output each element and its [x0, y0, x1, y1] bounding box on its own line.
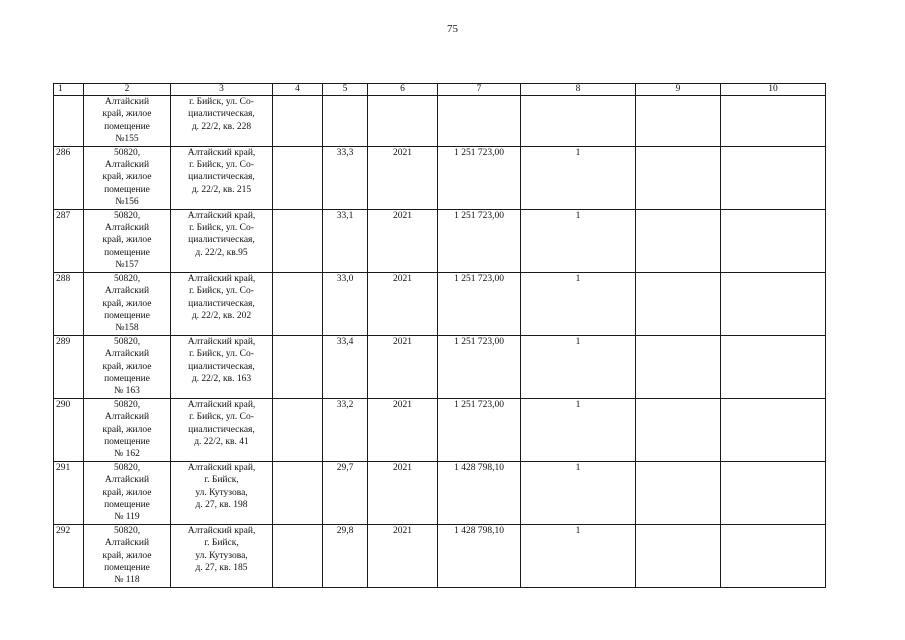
object-cell-line: №155	[115, 134, 139, 145]
object-cell-line: №157	[115, 260, 139, 271]
object-cell-line: Алтайский	[104, 538, 150, 549]
address-cell-line: ул. Кутузова,	[195, 487, 248, 498]
area-cell: 33,3	[323, 146, 368, 209]
column-header-2: 2	[84, 84, 171, 96]
address-cell-line: г. Бийск, ул. Со-	[189, 412, 254, 423]
address-cell-line: г. Бийск,	[204, 475, 239, 486]
object-cell-line: край, жилое	[102, 361, 152, 372]
address-cell-line: Алтайский край,	[187, 462, 256, 473]
address-cell-line: Алтайский край,	[187, 273, 256, 284]
column-4-cell	[273, 524, 323, 587]
row-number	[54, 96, 84, 147]
column-10-cell	[721, 461, 826, 524]
object-cell-line: 50820,	[113, 273, 141, 284]
object-cell-line: Алтайский	[104, 286, 150, 297]
object-cell-line: Алтайский	[104, 475, 150, 486]
registry-table	[53, 83, 826, 588]
cost-cell: 1 251 723,00	[438, 272, 521, 335]
address-cell-line: д. 22/2, кв. 163	[191, 373, 252, 384]
object-cell-line: помещение	[104, 310, 150, 321]
address-cell-line: д. 27, кв. 198	[195, 500, 248, 510]
area-cell	[323, 96, 368, 147]
object-cell-line: №156	[115, 197, 139, 208]
row-number: 288	[54, 272, 84, 335]
object-cell-line: 50820,	[113, 210, 141, 221]
column-9-cell	[636, 96, 721, 147]
object-cell-line: помещение	[104, 184, 150, 195]
column-header-9: 9	[636, 84, 721, 96]
column-4-cell	[273, 272, 323, 335]
table-row	[54, 335, 826, 398]
address-cell-line: циалистическая,	[188, 298, 255, 309]
column-header-4: 4	[273, 84, 323, 96]
column-header-10: 10	[721, 84, 826, 96]
column-4-cell	[273, 209, 323, 272]
area-cell: 33,2	[323, 398, 368, 461]
quantity-cell	[521, 96, 636, 147]
address-cell-line: циалистическая,	[188, 361, 255, 372]
area-cell: 29,8	[323, 524, 368, 587]
object-cell-line: помещение	[104, 563, 150, 574]
object-cell-line: 50820,	[113, 525, 141, 536]
header-row	[54, 84, 826, 96]
row-number: 290	[54, 398, 84, 461]
year-cell: 2021	[368, 146, 438, 209]
address-cell-line: циалистическая,	[188, 235, 255, 246]
object-cell-line: помещение	[104, 500, 150, 510]
column-4-cell	[273, 461, 323, 524]
object-cell	[84, 461, 171, 524]
address-cell-line: д. 27, кв. 185	[195, 563, 248, 574]
object-cell-line: №158	[115, 323, 139, 334]
quantity-cell: 1	[521, 146, 636, 209]
object-cell	[84, 524, 171, 587]
column-10-cell	[721, 398, 826, 461]
table-row	[54, 398, 826, 461]
address-cell-line: г. Бийск, ул. Со-	[189, 286, 254, 297]
address-cell-line: циалистическая,	[188, 109, 255, 120]
column-10-cell	[721, 209, 826, 272]
area-cell: 33,0	[323, 272, 368, 335]
address-cell	[171, 461, 273, 524]
registry-body	[54, 96, 826, 588]
address-cell-line: Алтайский край,	[187, 525, 256, 536]
address-cell	[171, 209, 273, 272]
column-header-1: 1	[54, 84, 84, 96]
address-cell-line: Алтайский край,	[187, 399, 256, 410]
column-4-cell	[273, 146, 323, 209]
address-cell-line: д. 22/2, кв. 215	[191, 184, 252, 195]
table-row	[54, 524, 826, 587]
address-cell-line: циалистическая,	[188, 172, 255, 183]
column-9-cell	[636, 272, 721, 335]
object-cell-line: Алтайский	[104, 349, 150, 360]
address-cell-line: г. Бийск, ул. Со-	[189, 349, 254, 360]
address-cell-line: циалистическая,	[188, 424, 255, 435]
object-cell-line: № 119	[114, 512, 140, 523]
cost-cell: 1 251 723,00	[438, 335, 521, 398]
address-cell-line: Алтайский край,	[187, 147, 256, 158]
address-cell-line: д. 22/2, кв. 228	[191, 121, 252, 132]
cost-cell: 1 428 798,10	[438, 461, 521, 524]
column-10-cell	[721, 335, 826, 398]
object-cell-line: край, жилое	[102, 487, 152, 498]
address-cell-line: г. Бийск, ул. Со-	[189, 223, 254, 234]
object-cell	[84, 398, 171, 461]
column-10-cell	[721, 146, 826, 209]
address-cell-line: г. Бийск,	[204, 538, 239, 549]
row-number: 287	[54, 209, 84, 272]
object-cell-line: 50820,	[113, 462, 141, 473]
quantity-cell: 1	[521, 524, 636, 587]
address-cell-line: д. 22/2, кв. 202	[191, 310, 252, 321]
address-cell	[171, 335, 273, 398]
quantity-cell: 1	[521, 335, 636, 398]
object-cell-line: Алтайский	[104, 223, 150, 234]
table-row	[54, 461, 826, 524]
object-cell-line: край, жилое	[102, 172, 152, 183]
year-cell	[368, 96, 438, 147]
object-cell-line: 50820,	[113, 336, 141, 347]
year-cell: 2021	[368, 272, 438, 335]
object-cell	[84, 272, 171, 335]
area-cell: 33,1	[323, 209, 368, 272]
column-header-6: 6	[368, 84, 438, 96]
column-9-cell	[636, 524, 721, 587]
address-cell-line: Алтайский край,	[187, 210, 256, 221]
address-cell-line: г. Бийск, ул. Со-	[189, 160, 254, 171]
object-cell-line: край, жилое	[102, 298, 152, 309]
object-cell	[84, 209, 171, 272]
column-9-cell	[636, 146, 721, 209]
row-number: 291	[54, 461, 84, 524]
row-number: 289	[54, 335, 84, 398]
object-cell-line: № 118	[114, 575, 140, 586]
row-number: 292	[54, 524, 84, 587]
object-cell	[84, 96, 171, 147]
column-9-cell	[636, 461, 721, 524]
column-4-cell	[273, 335, 323, 398]
cost-cell: 1 251 723,00	[438, 146, 521, 209]
object-cell-line: № 163	[114, 386, 140, 397]
object-cell-line: край, жилое	[102, 424, 152, 435]
column-9-cell	[636, 209, 721, 272]
object-cell-line: Алтайский	[104, 160, 150, 171]
object-cell-line: край, жилое	[102, 550, 152, 561]
address-cell-line: Алтайский край,	[187, 336, 256, 347]
object-cell	[84, 335, 171, 398]
object-cell-line: помещение	[104, 436, 150, 447]
address-cell-line: г. Бийск, ул. Со-	[189, 97, 254, 107]
year-cell: 2021	[368, 209, 438, 272]
object-cell	[84, 146, 171, 209]
column-4-cell	[273, 96, 323, 147]
column-4-cell	[273, 398, 323, 461]
table-row	[54, 146, 826, 209]
object-cell-line: Алтайский	[104, 412, 150, 423]
address-cell	[171, 96, 273, 147]
row-number: 286	[54, 146, 84, 209]
year-cell: 2021	[368, 524, 438, 587]
table-row	[54, 96, 826, 147]
cost-cell: 1 251 723,00	[438, 398, 521, 461]
year-cell: 2021	[368, 335, 438, 398]
year-cell: 2021	[368, 461, 438, 524]
address-cell-line: д. 22/2, кв. 41	[194, 436, 249, 447]
table-row	[54, 209, 826, 272]
object-cell-line: помещение	[104, 121, 150, 132]
area-cell: 29,7	[323, 461, 368, 524]
column-header-3: 3	[171, 84, 273, 96]
table-row	[54, 272, 826, 335]
address-cell	[171, 146, 273, 209]
object-cell-line: Алтайский	[104, 97, 150, 107]
object-cell-line: № 162	[114, 449, 140, 460]
object-cell-line: 50820,	[113, 399, 141, 410]
address-cell	[171, 398, 273, 461]
column-10-cell	[721, 96, 826, 147]
quantity-cell: 1	[521, 461, 636, 524]
quantity-cell: 1	[521, 398, 636, 461]
object-cell-line: помещение	[104, 247, 150, 258]
column-10-cell	[721, 272, 826, 335]
address-cell-line: ул. Кутузова,	[195, 550, 248, 561]
quantity-cell: 1	[521, 272, 636, 335]
object-cell-line: край, жилое	[102, 109, 152, 120]
page-number: 75	[447, 23, 458, 35]
column-9-cell	[636, 335, 721, 398]
address-cell	[171, 272, 273, 335]
address-cell-line: д. 22/2, кв.95	[195, 247, 248, 258]
address-cell	[171, 524, 273, 587]
cost-cell: 1 251 723,00	[438, 209, 521, 272]
object-cell-line: край, жилое	[102, 235, 152, 246]
cost-cell	[438, 96, 521, 147]
column-header-5: 5	[323, 84, 368, 96]
year-cell: 2021	[368, 398, 438, 461]
object-cell-line: 50820,	[113, 147, 141, 158]
area-cell: 33,4	[323, 335, 368, 398]
cost-cell: 1 428 798,10	[438, 524, 521, 587]
column-header-8: 8	[521, 84, 636, 96]
quantity-cell: 1	[521, 209, 636, 272]
column-header-7: 7	[438, 84, 521, 96]
object-cell-line: помещение	[104, 373, 150, 384]
column-9-cell	[636, 398, 721, 461]
column-10-cell	[721, 524, 826, 587]
